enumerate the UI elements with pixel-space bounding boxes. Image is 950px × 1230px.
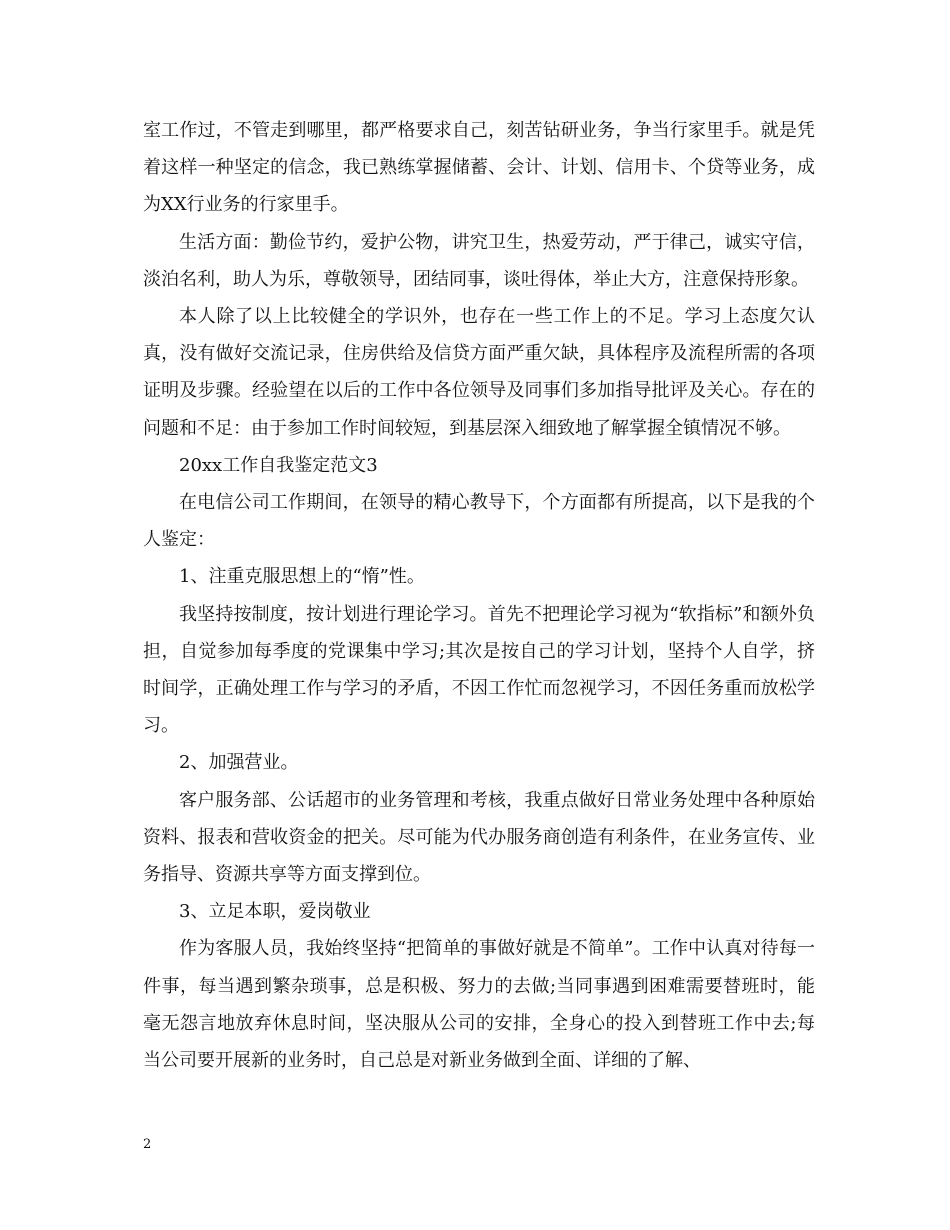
list-heading-1: 1、注重克服思想上的“惰”性。 bbox=[179, 566, 425, 588]
document-body bbox=[143, 112, 815, 1079]
paragraph-study-plan: 我坚持按制度，按计划进行理论学习。首先不把理论学习视为“软指标”和额外负担，自觉参加每季度的党课集中学习;其次是按自己的学习计划，坚持个人自学，挤时间学，正确处理工作与学习的矛盾，不因工作忙而忽视学习，不因任务重而放松学习。 bbox=[143, 603, 815, 737]
list-heading-2: 2、加强营业。 bbox=[179, 752, 299, 774]
paragraph-business-management: 客户服务部、公话超市的业务管理和考核，我重点做好日常业务处理中各种原始资料、报表和营收资金的把关。尽可能为代办服务商创造有利条件，在业务宣传、业务指导、资源共享等方面支撑到位。 bbox=[143, 789, 815, 886]
paragraph-customer-service: 作为客服人员，我始终坚持“把简单的事做好就是不简单”。工作中认真对待每一件事，每当遇到繁杂琐事，总是积极、努力的去做;当同事遇到困难需要替班时，能毫无怨言地放弃休息时间，坚决服从公司的安排，全身心的投入到替班工作中去;每当公司要开展新的业务时，自己总是对新业务做到全面、详细的了解、 bbox=[143, 938, 815, 1072]
paragraph-telecom-intro: 在电信公司工作期间，在领导的精心教导下，个方面都有所提高，以下是我的个人鉴定： bbox=[143, 492, 815, 551]
list-heading-3: 3、立足本职，爱岗敬业 bbox=[179, 901, 371, 923]
paragraph-work-experience-continued: 室工作过，不管走到哪里，都严格要求自己，刻苦钻研业务，争当行家里手。就是凭着这样一种坚定的信念，我已熟练掌握储蓄、会计、计划、信用卡、个贷等业务，成为XX行业务的行家里手。 bbox=[143, 120, 815, 216]
page-number: 2 bbox=[143, 1137, 152, 1152]
paragraph-life-aspect: 生活方面：勤俭节约，爱护公物，讲究卫生，热爱劳动，严于律己，诚实守信，淡泊名利，助人为乐，尊敬领导，团结同事，谈吐得体，举止大方，注意保持形象。 bbox=[143, 231, 815, 290]
paragraph-shortcomings: 本人除了以上比较健全的学识外，也存在一些工作上的不足。学习上态度欠认真，没有做好交流记录，住房供给及信贷方面严重欠缺，具体程序及流程所需的各项证明及步骤。经验望在以后的工作中各位领导及同事们多加指导批评及关心。存在的问题和不足：由于参加工作时间较短，到基层深入细致地了解掌握全镇情况不够。 bbox=[143, 306, 815, 439]
section-heading-sample-3: 20xx工作自我鉴定范文3 bbox=[179, 454, 378, 476]
